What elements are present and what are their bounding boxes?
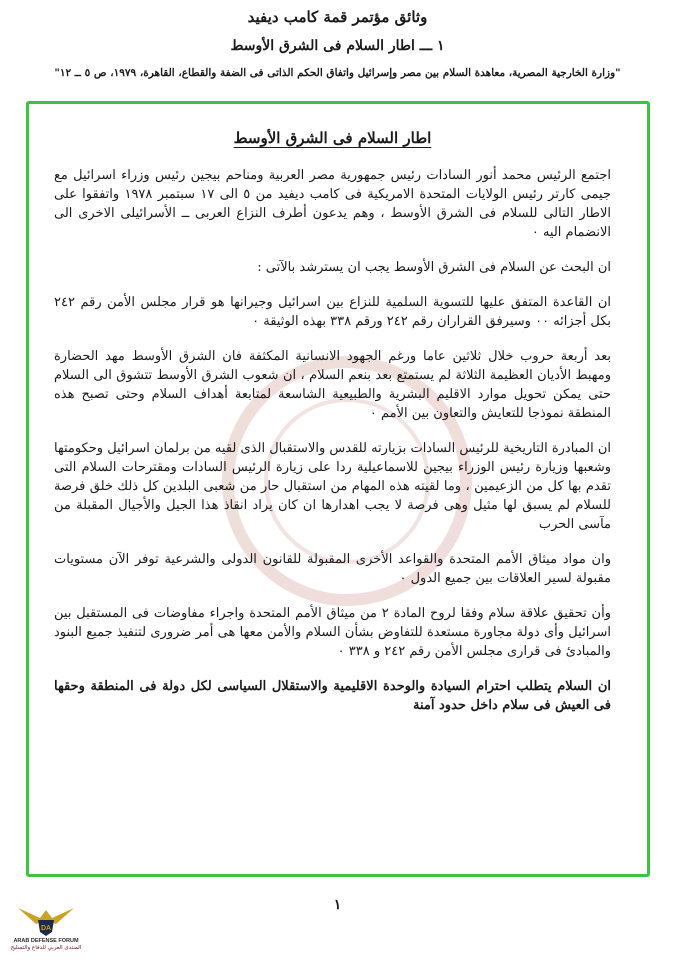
header-source: "وزارة الخارجية المصرية، معاهدة السلام بين مصر وإسرائيل واتفاق الحكم الذاتى فى الضفة والقطاع، القاهرة، ١٩٧٩، ص ٥ ــ ١٢" (54, 67, 621, 79)
paragraph: ان السلام يتطلب احترام السيادة والوحدة الاقليمية والاستقلال السياسى لكل دولة فى المنطقة وحقها فى العيش فى سلام داخل حدود آمنة (54, 679, 611, 713)
paragraph: ان المبادرة التاريخية للرئيس السادات بزيارته للقدس والاستقبال الذى لقيه من برلمان اسرائيل وحكومتها وشعبها وزيارة رئيس الوزراء بيجين للاسماعيلية ردا على زيارة الرئيس السادات ومقترحات السلام التى تقدم بها كل من الزعيمين ، وما لقيته هذه المهام من استقبال حار من شعبى البلدين كل ذلك خلق فرصة للسلام لم يسبق لها مثيل وهى فرصة لا يجب اهدارها ان كان يراد انقاذ هذا الجيل والأجيال المقبلة من مآسى الحرب (54, 441, 611, 532)
svg-text:DA: DA (40, 925, 52, 932)
logo-text-ar: المنتدى العربي للدفاع والتسليح (10, 945, 82, 951)
logo-text-en: ARAB DEFENSE FORUM (13, 938, 79, 944)
page-number: ١ (333, 897, 342, 913)
eagle-icon (16, 900, 76, 938)
header-title: وثائق مؤتمر قمة كامب ديفيد (247, 8, 428, 26)
paragraph: بعد أربعة حروب خلال ثلاثين عاما ورغم الجهود الانسانية المكثفة فان الشرق الأوسط مهد الحضارة ومهبط الأديان العظيمة الثلاثة لم يستمتع بعد بنعم السلام ، ان شعوب الشرق الأوسط تتشوق الى السلام حتى يمكن تحويل موارد الاقليم البشرية والطبيعية الشاسعة لمتابعة أهداف السلام وحتى تصبح هذه المنطقة نموذجا للتعايش والتعاون بين الأمم ٠ (54, 349, 611, 421)
document-title: اطار السلام فى الشرق الأوسط (233, 129, 432, 147)
paragraph: وأن تحقيق علاقة سلام وفقا لروح المادة ٢ من ميثاق الأمم المتحدة واجراء مفاوضات فى المستقبل بين اسرائيل وأى دولة مجاورة مستعدة للتفاوض بشأن السلام والأمن معها هى أمر ضرورى لتنفيذ جميع البنود والمبادئ فى قرارى مجلس الأمن رقم ٢٤٢ و ٣٣٨ ٠ (54, 606, 611, 659)
document-body (54, 129, 611, 864)
paragraph: ان القاعدة المتفق عليها للتسوية السلمية للنزاع بين اسرائيل وجيرانها هو قرار مجلس الأمن رقم ٢٤٢ بكل أجزائه ٠٠ وسيرفق القراران رقم ٢٤٢ ورقم ٣٣٨ بهذه الوثيقة ٠ (54, 295, 611, 329)
header-subtitle: ١ ـــ اطار السلام فى الشرق الأوسط (230, 38, 445, 54)
paragraph: وان مواد ميثاق الأمم المتحدة والقواعد الأخرى المقبولة للقانون الدولى والشرعية توفر الآن مستويات مقبولة لسير العلاقات بين جميع الدول ٠ (54, 552, 611, 586)
paragraph: اجتمع الرئيس محمد أنور السادات رئيس جمهورية مصر العربية ومناحم بيجين رئيس وزراء اسرائيل مع جيمى كارتر رئيس الولايات المتحدة الامريكية فى كامب ديفيد من ٥ الى ١٧ سبتمبر ١٩٧٨ واتفقوا على الاطار التالى للسلام فى الشرق الأوسط ، وهم يدعون أطرف النزاع العربى ــ الأسرائيلى الاخرى الى الانضمام اليه ٠ (54, 168, 611, 240)
paragraph: ان البحث عن السلام فى الشرق الأوسط يجب ان يسترشد بالآتى : (257, 260, 611, 275)
forum-logo (0, 900, 92, 960)
